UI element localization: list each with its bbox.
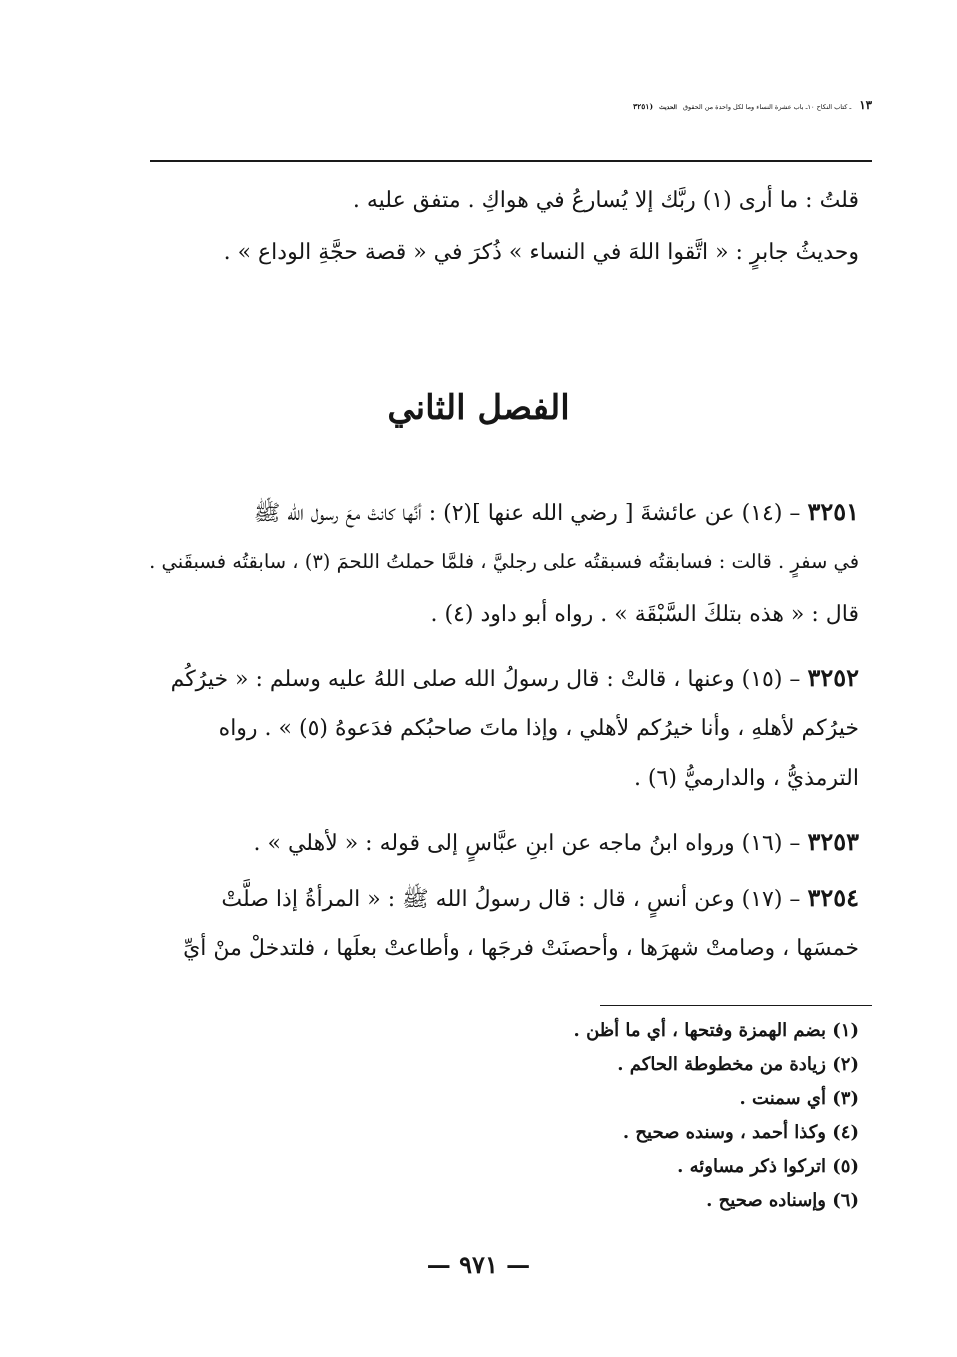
- hadith-number: ٣٢٥٢: [807, 663, 859, 692]
- section-title: الفصل الثاني: [387, 388, 570, 428]
- footnote-4: (٤) وكذا أحمد ، وسنده صحيح .: [622, 1122, 859, 1143]
- chapter-title: ـ كتاب النكاح ١٠ـ باب عشرة النساء وما لكل واحدة من الحقوق: [682, 103, 852, 111]
- hadith-number: ٣٢٥٣: [807, 827, 859, 856]
- text-line-top-2: وحديثُ جابرٍ : « اتَّقوا اللهَ في النساء » ذُكرَ في « قصة حجَّةِ الوداع » .: [223, 240, 859, 265]
- hadith-text: – (١٥) وعنها ، قالتْ : قال رسولُ الله صلى اللهُ عليه وسلم : « خيرُكُم: [170, 667, 808, 692]
- footnote-6: (٦) وإسناده صحيح .: [706, 1190, 859, 1211]
- text-line-top-1: قلتُ : ما أرى (١) ربَّك إلا يُسارعُ في هواكِ . متفق عليه .: [352, 188, 859, 213]
- footnote-divider: [600, 1005, 872, 1006]
- footnote-5: (٥) اتركوا ذكر مساوئه .: [677, 1156, 859, 1177]
- header-sub-label: الحديث: [659, 104, 677, 111]
- hadith-text: – (١٦) ورواه ابنُ ماجه عن ابنِ عبَّاسٍ إلى قوله : « لأهلي » .: [253, 831, 808, 856]
- footnote-2: (٢) زيادة من مخطوطة الحاكم .: [617, 1054, 859, 1075]
- hadith-3254-line-2: خمسَها ، وصامتْ شهرَها ، وأحصنَتْ فرجَها ، وأطاعتْ بعلَها ، فلتدخلْ منْ أيِّ: [183, 936, 859, 961]
- hadith-text: – (١٧) وعن أنسٍ ، قال : قال رسولُ الله ﷺ : « المرأةُ إذا صلَّتْ: [221, 887, 808, 912]
- running-header: [150, 100, 872, 162]
- header-hadith-range: (٣٢٥١: [633, 102, 654, 111]
- hadith-3252-line-2: خيرُكم لأهلهِ ، وأنا خيرُكم لأهلي ، وإذا ماتَ صاحبُكم فدَعوهُ (٥) » . رواه: [218, 716, 859, 741]
- hadith-number: ٣٢٥٤: [807, 883, 859, 912]
- footnote-3: (٣) أي سمنت .: [739, 1088, 859, 1109]
- hadith-text: – (١٤) عن عائشةَ [ رضي الله عنها ](٢) : أنَّها كانتْ معَ رسول الله ﷺ: [253, 501, 808, 526]
- hadith-3252-line-3: الترمذيُّ ، والدارميُّ (٦) .: [633, 766, 859, 791]
- hadith-3251-line-2: في سفرٍ . قالت : فسابقتُه فسبقتُه على رجليَّ ، فلمَّا حملتُ اللحمَ (٣) ، سابقتُه فسبقَني .: [149, 550, 859, 573]
- chapter-number: ١٣: [859, 98, 872, 112]
- hadith-3251-line-1: [254, 498, 859, 527]
- hadith-3253-line-1: [254, 828, 859, 857]
- footnote-1: (١) بضم الهمزة وفتحها ، أي ما أظن .: [573, 1020, 859, 1041]
- hadith-3252-line-1: [171, 664, 859, 693]
- hadith-3254-line-1: [221, 884, 859, 913]
- page-number: — ٩٧١ —: [426, 1250, 531, 1279]
- hadith-3251-line-3: قال : « هذه بتلكَ السَّبْقَة » . رواه أبو داود (٤) .: [430, 602, 859, 627]
- hadith-number: ٣٢٥١: [807, 497, 859, 526]
